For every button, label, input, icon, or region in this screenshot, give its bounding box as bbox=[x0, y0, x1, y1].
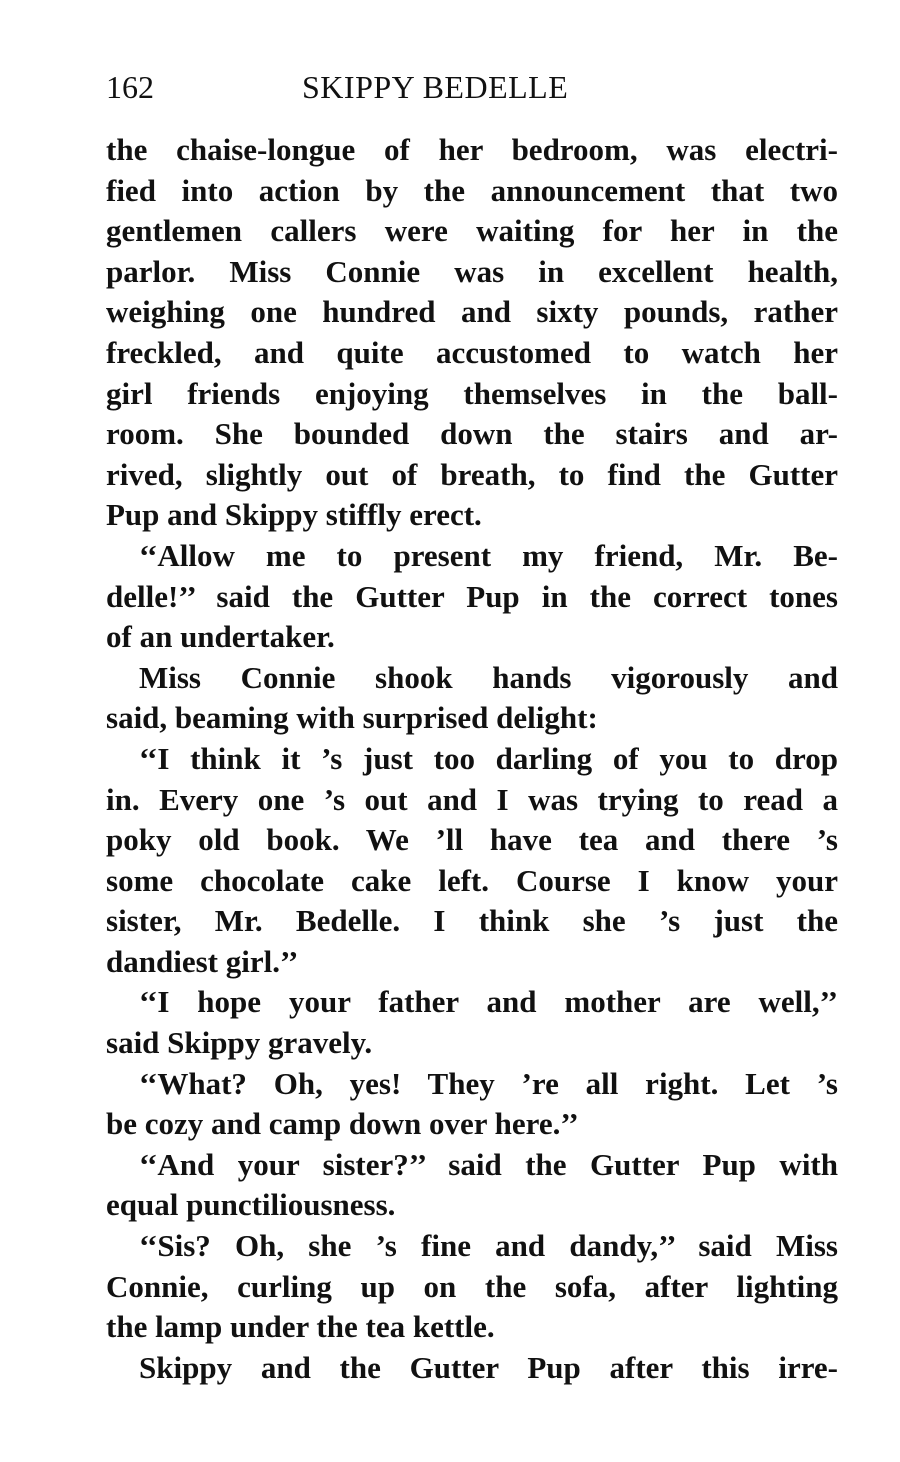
text-line: Skippy and the Gutter Pup after this irre- bbox=[139, 1349, 838, 1385]
text-line: freckled, and quite accustomed to watch her bbox=[106, 334, 838, 370]
text-line: Pup and Skippy stiffly erect. bbox=[106, 497, 482, 533]
paragraph bbox=[106, 130, 838, 536]
page-header bbox=[106, 64, 838, 110]
text-line: ‘‘Sis? Oh, she ’s fine and dandy,’’ said Miss bbox=[139, 1228, 838, 1264]
text-line: equal punctiliousness. bbox=[106, 1187, 396, 1223]
page-number: 162 bbox=[106, 69, 154, 105]
text-line: rived, slightly out of breath, to find the Gutter bbox=[106, 456, 838, 492]
running-head: SKIPPY BEDELLE bbox=[302, 69, 569, 105]
paragraph bbox=[106, 1348, 838, 1389]
text-line: ‘‘I hope your father and mother are well,’’ bbox=[139, 984, 838, 1020]
text-line: said, beaming with surprised delight: bbox=[106, 700, 598, 736]
text-line: sister, Mr. Bedelle. I think she ’s just the bbox=[106, 903, 838, 939]
paragraph bbox=[106, 739, 838, 983]
paragraph bbox=[106, 1064, 838, 1145]
text-line: ‘‘I think it ’s just too darling of you to drop bbox=[139, 740, 838, 776]
paragraph bbox=[106, 1145, 838, 1226]
text-line: gentlemen callers were waiting for her in the bbox=[106, 213, 838, 249]
text-line: room. She bounded down the stairs and ar- bbox=[106, 416, 838, 452]
text-line: the chaise-longue of her bedroom, was electri- bbox=[106, 132, 838, 167]
text-line: parlor. Miss Connie was in excellent health, bbox=[106, 253, 838, 289]
text-line: weighing one hundred and sixty pounds, rather bbox=[106, 294, 838, 330]
paragraph bbox=[106, 1226, 838, 1348]
paragraph bbox=[106, 536, 838, 658]
text-line: Miss Connie shook hands vigorously and bbox=[139, 659, 838, 695]
text-line: dandiest girl.’’ bbox=[106, 943, 299, 979]
text-line: be cozy and camp down over here.’’ bbox=[106, 1106, 579, 1142]
text-line: some chocolate cake left. Course I know your bbox=[106, 862, 838, 898]
text-line: ‘‘Allow me to present my friend, Mr. Be- bbox=[139, 537, 838, 573]
text-line: delle!’’ said the Gutter Pup in the correct tones bbox=[106, 578, 838, 614]
text-line: ‘‘And your sister?’’ said the Gutter Pup with bbox=[139, 1146, 838, 1182]
paragraph bbox=[106, 982, 838, 1063]
text-line: said Skippy gravely. bbox=[106, 1025, 373, 1061]
text-line: ‘‘What? Oh, yes! They ’re all right. Let ’s bbox=[139, 1065, 838, 1101]
text-line: fied into action by the announcement that two bbox=[106, 172, 838, 208]
text-line: of an undertaker. bbox=[106, 619, 335, 655]
text-line: girl friends enjoying themselves in the ball- bbox=[106, 375, 838, 411]
text-line: Connie, curling up on the sofa, after lighting bbox=[106, 1268, 838, 1304]
text-line: in. Every one ’s out and I was trying to read a bbox=[106, 781, 838, 817]
body-text bbox=[106, 130, 838, 1388]
paragraph bbox=[106, 658, 838, 739]
text-line: poky old book. We ’ll have tea and there ’s bbox=[106, 822, 838, 858]
text-line: the lamp under the tea kettle. bbox=[106, 1309, 495, 1345]
